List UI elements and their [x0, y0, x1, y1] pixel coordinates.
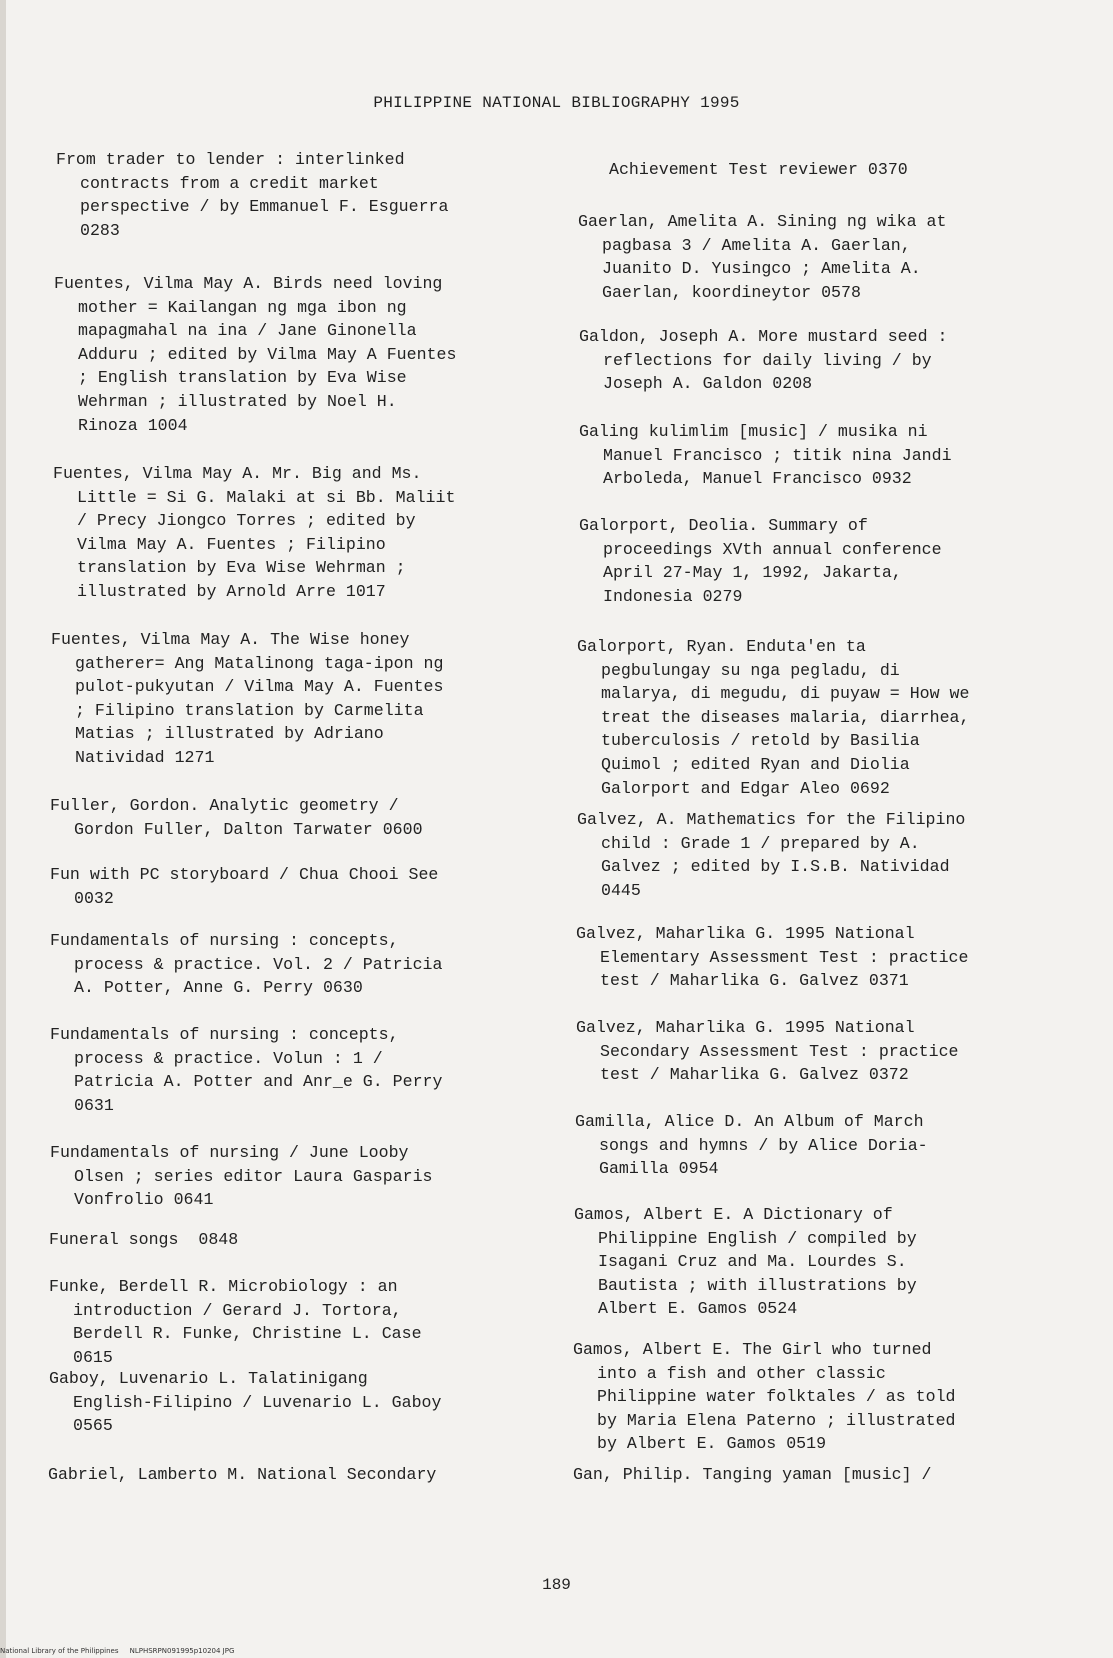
entry-continuation-line: Natividad 1271	[75, 747, 215, 767]
entry-continuation-line: mother = Kailangan ng mga ibon ng	[78, 297, 407, 317]
bibliography-entry	[573, 1463, 931, 1487]
entry-continuation-line: pulot-pukyutan / Vilma May A. Fuentes	[75, 677, 444, 697]
entry-continuation-line: Vilma May A. Fuentes ; Filipino	[77, 534, 386, 554]
entry-continuation-line: reflections for daily living / by	[603, 350, 932, 370]
bibliography-entry	[53, 462, 455, 604]
bibliography-entry	[576, 1016, 958, 1087]
entry-continuation-line: songs and hymns / by Alice Doria-	[599, 1135, 928, 1155]
entry-continuation-line: Gaerlan, koordineytor 0578	[602, 282, 861, 302]
entry-heading-line: Fuentes, Vilma May A. Mr. Big and Ms.	[53, 464, 422, 483]
entry-continuation-line: Achievement Test reviewer 0370	[609, 160, 908, 179]
entry-continuation-line: ; English translation by Eva Wise	[78, 368, 407, 388]
entry-heading-line: Galvez, Maharlika G. 1995 National	[576, 1018, 915, 1037]
bibliography-entry	[49, 1228, 238, 1252]
entry-heading-line: Gamilla, Alice D. An Album of March	[575, 1112, 924, 1131]
entry-continuation-line: illustrated by Arnold Arre 1017	[77, 581, 386, 601]
entry-heading-line: Fuller, Gordon. Analytic geometry /	[50, 796, 399, 815]
bibliography-entry	[579, 514, 942, 608]
entry-continuation-line: Olsen ; series editor Laura Gasparis	[74, 1166, 433, 1186]
scan-footer: National Library of the Philippines NLPHSRPN091995p10204 JPG	[0, 1647, 235, 1655]
entry-continuation-line: proceedings XVth annual conference	[603, 539, 942, 559]
entry-continuation-line: Matias ; illustrated by Adriano	[75, 724, 384, 744]
entry-continuation-line: pegbulungay su nga pegladu, di	[601, 660, 900, 680]
entry-continuation-line: test / Maharlika G. Galvez 0372	[600, 1065, 909, 1085]
entry-heading-line: Fundamentals of nursing : concepts,	[50, 931, 399, 950]
entry-heading-line: Fundamentals of nursing : concepts,	[50, 1025, 399, 1044]
bibliography-entry	[576, 922, 968, 993]
entry-heading-line: Galorport, Deolia. Summary of	[579, 516, 868, 535]
entry-continuation-line: into a fish and other classic	[597, 1363, 886, 1383]
entry-continuation-line: mapagmahal na ina / Jane Ginonella	[78, 321, 417, 341]
entry-continuation-line: Little = Si G. Malaki at si Bb. Maliit	[77, 487, 456, 507]
entry-continuation-line: process & practice. Volun : 1 /	[74, 1048, 383, 1068]
bibliography-entry	[50, 1141, 432, 1212]
entry-continuation-line: Philippine English / compiled by	[598, 1228, 917, 1248]
bibliography-entry	[51, 628, 443, 770]
entry-continuation-line: Juanito D. Yusingco ; Amelita A.	[602, 259, 921, 279]
entry-continuation-line: tuberculosis / retold by Basilia	[601, 731, 920, 751]
entry-heading-line: Galvez, Maharlika G. 1995 National	[576, 924, 915, 943]
entry-heading-line: Funke, Berdell R. Microbiology : an	[49, 1277, 398, 1296]
entry-continuation-line: Galorport and Edgar Aleo 0692	[601, 778, 890, 798]
entry-heading-line: Fuentes, Vilma May A. Birds need loving	[54, 274, 443, 293]
entry-continuation-line: 0032	[74, 888, 114, 908]
entry-heading-line: Galing kulimlim [music] / musika ni	[579, 422, 928, 441]
bibliography-entry	[585, 158, 908, 182]
bibliography-entry	[579, 325, 947, 396]
entry-continuation-line: 0615	[73, 1347, 113, 1367]
entry-heading-line: Galvez, A. Mathematics for the Filipino	[577, 810, 966, 829]
entry-continuation-line: Rinoza 1004	[78, 415, 188, 435]
entry-heading-line: Galdon, Joseph A. More mustard seed :	[579, 327, 948, 346]
entry-continuation-line: Gordon Fuller, Dalton Tarwater 0600	[74, 819, 423, 839]
bibliography-entry	[50, 929, 442, 1000]
entry-continuation-line: Elementary Assessment Test : practice	[600, 947, 969, 967]
entry-continuation-line: process & practice. Vol. 2 / Patricia	[74, 954, 443, 974]
entry-continuation-line: treat the diseases malaria, diarrhea,	[601, 707, 970, 727]
page-number: 189	[542, 1576, 571, 1594]
entry-continuation-line: contracts from a credit market	[80, 173, 379, 193]
bibliography-entry	[574, 1203, 917, 1321]
bibliography-entry	[575, 1110, 928, 1181]
entry-continuation-line: introduction / Gerard J. Tortora,	[73, 1300, 402, 1320]
entry-continuation-line: Albert E. Gamos 0524	[598, 1299, 798, 1319]
entry-continuation-line: Secondary Assessment Test : practice	[600, 1041, 959, 1061]
entry-heading-line: Gaboy, Luvenario L. Talatinigang	[49, 1369, 368, 1388]
bibliography-entry	[50, 863, 438, 910]
entry-continuation-line: A. Potter, Anne G. Perry 0630	[74, 978, 363, 998]
entry-continuation-line: Manuel Francisco ; titik nina Jandi	[603, 445, 952, 465]
entry-continuation-line: Galvez ; edited by I.S.B. Natividad	[601, 857, 950, 877]
entry-heading-line: Fuentes, Vilma May A. The Wise honey	[51, 630, 410, 649]
entry-continuation-line: test / Maharlika G. Galvez 0371	[600, 971, 909, 991]
entry-heading-line: Gaerlan, Amelita A. Sining ng wika at	[578, 212, 947, 231]
bibliography-entry	[48, 1463, 436, 1487]
entry-heading-line: Fundamentals of nursing / June Looby	[50, 1143, 409, 1162]
entry-continuation-line: Gamilla 0954	[599, 1159, 719, 1179]
entry-continuation-line: Philippine water folktales / as told	[597, 1387, 956, 1407]
entry-continuation-line: April 27-May 1, 1992, Jakarta,	[603, 563, 902, 583]
entry-continuation-line: translation by Eva Wise Wehrman ;	[77, 558, 406, 578]
entry-heading-line: Gamos, Albert E. A Dictionary of	[574, 1205, 893, 1224]
bibliography-entry	[50, 794, 423, 841]
bibliography-entry	[578, 210, 946, 304]
entry-heading-line: Funeral songs 0848	[49, 1230, 239, 1249]
entry-heading-line: Gabriel, Lamberto M. National Secondary	[48, 1465, 437, 1484]
entry-continuation-line: Adduru ; edited by Vilma May A Fuentes	[78, 344, 457, 364]
entry-heading-line: Gan, Philip. Tanging yaman [music] /	[573, 1465, 932, 1484]
entry-continuation-line: by Albert E. Gamos 0519	[597, 1434, 827, 1454]
entry-continuation-line: Berdell R. Funke, Christine L. Case	[73, 1324, 422, 1344]
entry-continuation-line: Patricia A. Potter and Anr_e G. Perry	[74, 1072, 443, 1092]
entry-continuation-line: by Maria Elena Paterno ; illustrated	[597, 1410, 956, 1430]
entry-continuation-line: malarya, di megudu, di puyaw = How we	[601, 684, 970, 704]
entry-continuation-line: Joseph A. Galdon 0208	[603, 374, 813, 394]
entry-continuation-line: / Precy Jiongco Torres ; edited by	[77, 511, 416, 531]
bibliography-entry	[573, 1338, 955, 1456]
bibliography-entry	[54, 272, 456, 437]
entry-continuation-line: perspective / by Emmanuel F. Esguerra	[80, 197, 449, 217]
entry-continuation-line: pagbasa 3 / Amelita A. Gaerlan,	[602, 235, 911, 255]
bibliography-entry	[56, 148, 448, 242]
bibliography-entry	[49, 1367, 441, 1438]
page-edge-shadow	[0, 0, 6, 1658]
entry-continuation-line: child : Grade 1 / prepared by A.	[601, 833, 920, 853]
entry-heading-line: From trader to lender : interlinked	[56, 150, 405, 169]
entry-heading-line: Gamos, Albert E. The Girl who turned	[573, 1340, 932, 1359]
entry-heading-line: Fun with PC storyboard / Chua Chooi See	[50, 865, 439, 884]
bibliography-entry	[50, 1023, 442, 1117]
entry-continuation-line: gatherer= Ang Matalinong taga-ipon ng	[75, 653, 444, 673]
entry-continuation-line: 0445	[601, 880, 641, 900]
entry-continuation-line: Vonfrolio 0641	[74, 1190, 214, 1210]
entry-continuation-line: 0565	[73, 1416, 113, 1436]
entry-heading-line: Galorport, Ryan. Enduta'en ta	[577, 637, 866, 656]
bibliography-entry	[577, 808, 965, 902]
bibliography-entry	[49, 1275, 422, 1369]
entry-continuation-line: Isagani Cruz and Ma. Lourdes S.	[598, 1252, 907, 1272]
entry-continuation-line: English-Filipino / Luvenario L. Gaboy	[73, 1392, 442, 1412]
entry-continuation-line: Indonesia 0279	[603, 586, 743, 606]
bibliography-entry	[579, 420, 952, 491]
entry-continuation-line: Arboleda, Manuel Francisco 0932	[603, 469, 912, 489]
entry-continuation-line: Quimol ; edited Ryan and Diolia	[601, 754, 910, 774]
bibliography-entry	[577, 635, 969, 800]
entry-continuation-line: Wehrman ; illustrated by Noel H.	[78, 391, 397, 411]
entry-continuation-line: 0283	[80, 220, 120, 240]
entry-continuation-line: ; Filipino translation by Carmelita	[75, 700, 424, 720]
page-header: PHILIPPINE NATIONAL BIBLIOGRAPHY 1995	[373, 94, 740, 112]
entry-continuation-line: Bautista ; with illustrations by	[598, 1275, 917, 1295]
entry-continuation-line: 0631	[74, 1095, 114, 1115]
